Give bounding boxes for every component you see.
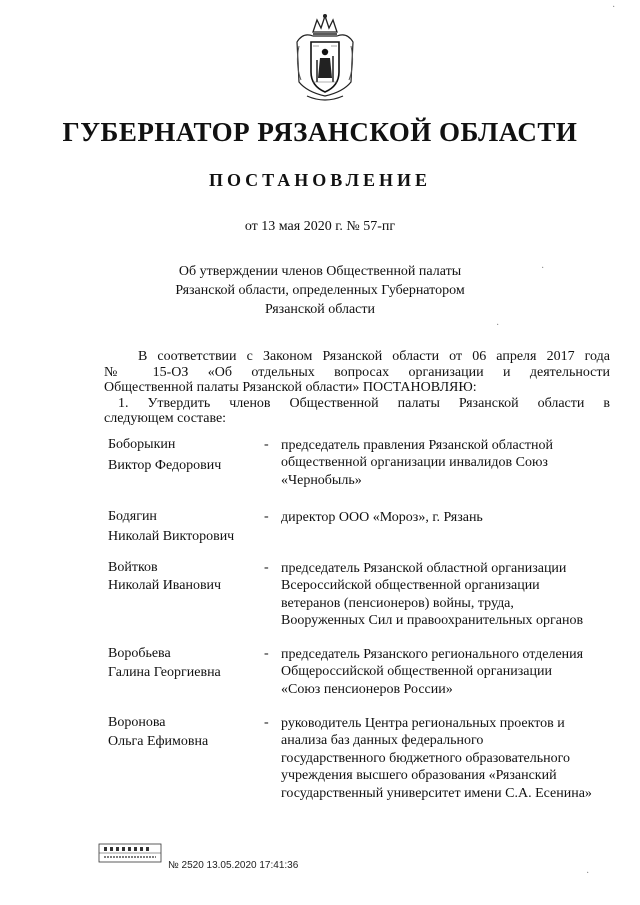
member-role (281, 437, 553, 489)
scan-speck: · (541, 263, 545, 274)
member-surname: Воронова (108, 715, 166, 730)
member-role (281, 560, 583, 630)
preamble-line: В соответствии с Законом Рязанской области от 06 апреля 2017 года (138, 349, 610, 364)
role-line: государственного бюджетного образовательного (281, 750, 571, 766)
role-line: Вооруженных Сил и правоохранительных органов (281, 613, 584, 629)
document-type: ПОСТАНОВЛЕНИЕ (208, 170, 432, 190)
role-line: анализа баз данных федерального (281, 733, 484, 749)
role-line: общественной организации инвалидов Союз (281, 455, 548, 471)
member-dash: - (264, 646, 269, 661)
preamble-line: следующем составе: (104, 411, 227, 426)
member-dash: - (264, 509, 269, 524)
member-surname: Боборыкин (108, 437, 176, 452)
issuer-title: ГУБЕРНАТОР РЯЗАНСКОЙ ОБЛАСТИ (62, 117, 578, 147)
member-given-name: Ольга Ефимовна (108, 734, 209, 749)
role-line: председатель Рязанской областной организации (281, 561, 567, 576)
member-role (281, 646, 583, 698)
scan-speck: · (496, 320, 500, 331)
member-given-name: Виктор Федорович (108, 458, 222, 473)
role-line: председатель Рязанского регионального отделения (281, 647, 584, 662)
member-surname: Войтков (108, 560, 158, 575)
role-line: ветеранов (пенсионеров) войны, труда, (281, 595, 514, 611)
coat-of-arms-emblem (293, 12, 357, 104)
member-dash: - (264, 715, 269, 730)
preamble-paragraph (104, 349, 610, 427)
subject-line: Рязанской области (264, 302, 376, 317)
member-surname: Воробьева (108, 646, 171, 661)
role-line: директор ООО «Мороз», г. Рязань (281, 510, 483, 525)
member-dash: - (264, 560, 269, 575)
document-date-number: от 13 мая 2020 г. № 57-пг (244, 219, 396, 234)
role-line: председатель правления Рязанской областной (281, 438, 554, 453)
role-line: учреждения высшего образования «Рязанский (281, 768, 557, 784)
role-line: государственный университет имени С.А. Есенина» (281, 785, 592, 801)
preamble-line: Общественной палаты Рязанской области» ПОСТАНОВЛЯЮ: (104, 380, 477, 395)
subject-line: Рязанской области, определенных Губернатором (175, 283, 465, 298)
registry-stamp-logo (98, 843, 162, 863)
role-line: Общероссийской общественной организации (281, 664, 552, 680)
role-line: Всероссийской общественной организации (281, 578, 540, 594)
member-given-name: Николай Иванович (108, 578, 222, 593)
member-dash: - (264, 437, 269, 452)
role-line: руководитель Центра региональных проектов и (281, 716, 565, 731)
preamble-line: 1. Утвердить членов Общественной палаты Рязанской области в (118, 395, 610, 411)
registration-number: № 2520 13.05.2020 17:41:36 (168, 860, 299, 871)
scan-speck: · (612, 2, 616, 13)
subject-line: Об утверждении членов Общественной палаты (178, 264, 462, 279)
preamble-line: № 15-ОЗ «Об отдельных вопросах организации и деятельности (104, 364, 610, 380)
member-surname: Бодягин (108, 509, 157, 524)
member-role (281, 715, 592, 802)
scan-speck: · (586, 868, 590, 879)
role-line: «Чернобыль» (281, 472, 362, 488)
member-given-name: Галина Георгиевна (108, 665, 221, 680)
role-line: «Союз пенсионеров России» (281, 681, 453, 697)
member-given-name: Николай Викторович (108, 529, 235, 544)
member-role (281, 509, 483, 526)
